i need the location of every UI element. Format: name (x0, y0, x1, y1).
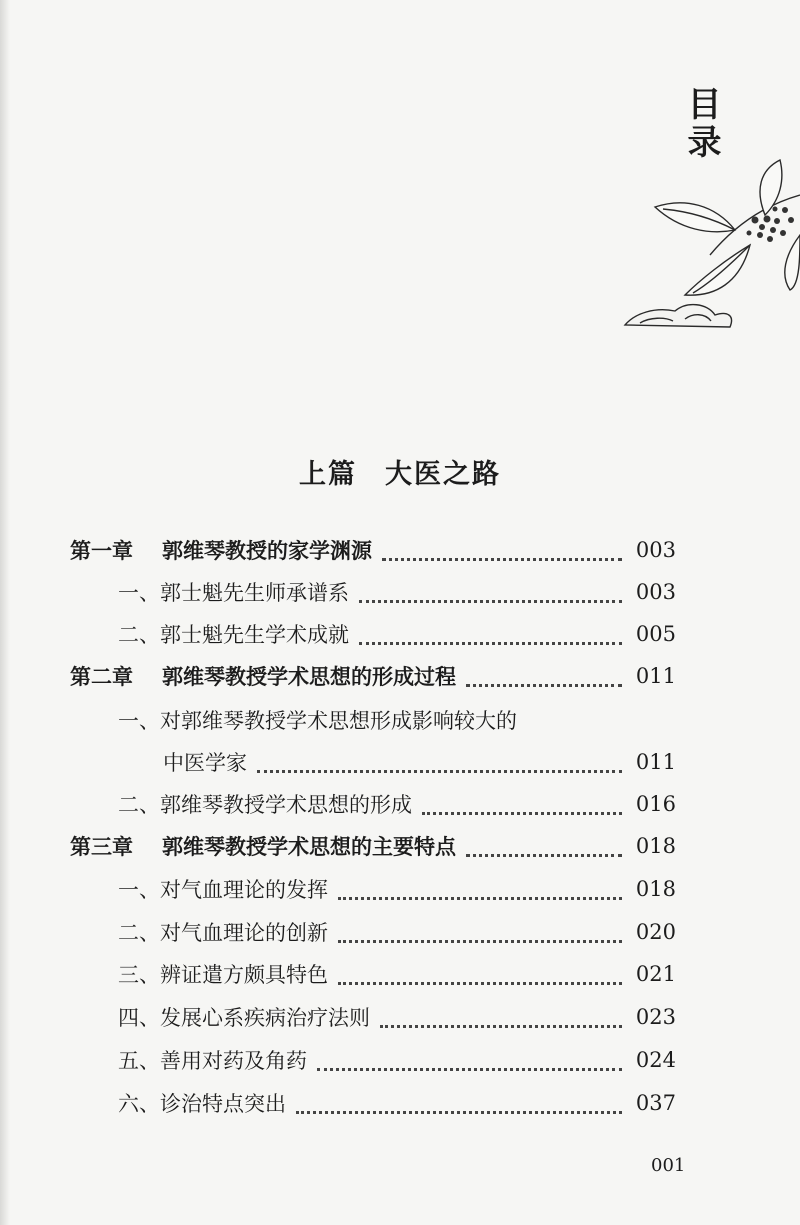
toc-section-3-2[interactable] (118, 912, 676, 952)
toc-chapter-1[interactable] (70, 530, 676, 570)
toc-section-2-1[interactable] (118, 700, 676, 740)
page-number: 018 (635, 834, 676, 858)
page-number: 016 (635, 792, 676, 816)
part-name: 大医之路 (385, 459, 501, 490)
section-title: 一、对气血理论的发挥 (118, 878, 328, 902)
section-title: 四、发展心系疾病治疗法则 (118, 1006, 370, 1030)
flower-branch-illustration (615, 135, 800, 335)
section-title: 一、对郭维琴教授学术思想形成影响较大的 (118, 709, 517, 733)
leader-dots (359, 632, 622, 645)
contents-heading: 目录 (681, 86, 721, 162)
leader-dots (338, 972, 622, 985)
page-number: 011 (635, 750, 676, 774)
section-title: 二、郭维琴教授学术思想的形成 (118, 793, 412, 817)
chapter-number: 第二章 (70, 664, 133, 689)
leader-dots (338, 930, 622, 943)
leader-dots (380, 1015, 622, 1028)
leader-dots (466, 674, 622, 687)
page-number: 003 (635, 580, 676, 604)
leader-dots (422, 802, 622, 815)
page-number: 020 (635, 920, 676, 944)
part-title (0, 452, 800, 491)
page-number: 023 (635, 1005, 676, 1029)
page-folio: 001 (651, 1155, 686, 1176)
section-title: 三、辨证遣方颇具特色 (118, 963, 328, 987)
leader-dots (296, 1101, 622, 1114)
toc-section-2-1-continued[interactable] (163, 742, 676, 782)
section-title-continued: 中医学家 (163, 751, 247, 775)
page-edge-shadow (0, 0, 10, 1225)
page-number: 024 (635, 1048, 676, 1072)
page-number: 037 (635, 1091, 676, 1115)
section-title: 五、善用对药及角药 (118, 1049, 307, 1073)
toc-section-3-4[interactable] (118, 997, 676, 1037)
page-number: 021 (635, 962, 676, 986)
page-number: 003 (635, 538, 676, 562)
toc-section-3-5[interactable] (118, 1040, 676, 1080)
page-number: 018 (635, 877, 676, 901)
chapter-number: 第三章 (70, 834, 133, 859)
toc-section-3-1[interactable] (118, 869, 676, 909)
page-number: 005 (635, 622, 676, 646)
chapter-title: 郭维琴教授的家学渊源 (162, 538, 372, 563)
toc-section-3-6[interactable] (118, 1083, 676, 1123)
part-number: 上篇 (299, 459, 357, 490)
leader-dots (338, 887, 622, 900)
section-title: 一、郭士魁先生师承谱系 (118, 581, 349, 605)
page-number: 011 (635, 664, 676, 688)
leader-dots (257, 760, 622, 773)
section-title: 六、诊治特点突出 (118, 1092, 286, 1116)
toc-section-1-2[interactable] (118, 614, 676, 654)
leader-dots (382, 548, 622, 561)
toc-section-3-3[interactable] (118, 954, 676, 994)
leader-dots (359, 590, 622, 603)
chapter-title: 郭维琴教授学术思想的主要特点 (162, 834, 456, 859)
section-title: 二、对气血理论的创新 (118, 921, 328, 945)
section-title: 二、郭士魁先生学术成就 (118, 623, 349, 647)
toc-section-2-2[interactable] (118, 784, 676, 824)
toc-section-1-1[interactable] (118, 572, 676, 612)
leader-dots (466, 844, 622, 857)
chapter-title: 郭维琴教授学术思想的形成过程 (162, 664, 456, 689)
toc-chapter-3[interactable] (70, 826, 676, 866)
chapter-number: 第一章 (70, 538, 133, 563)
toc-chapter-2[interactable] (70, 656, 676, 696)
leader-dots (317, 1058, 622, 1071)
